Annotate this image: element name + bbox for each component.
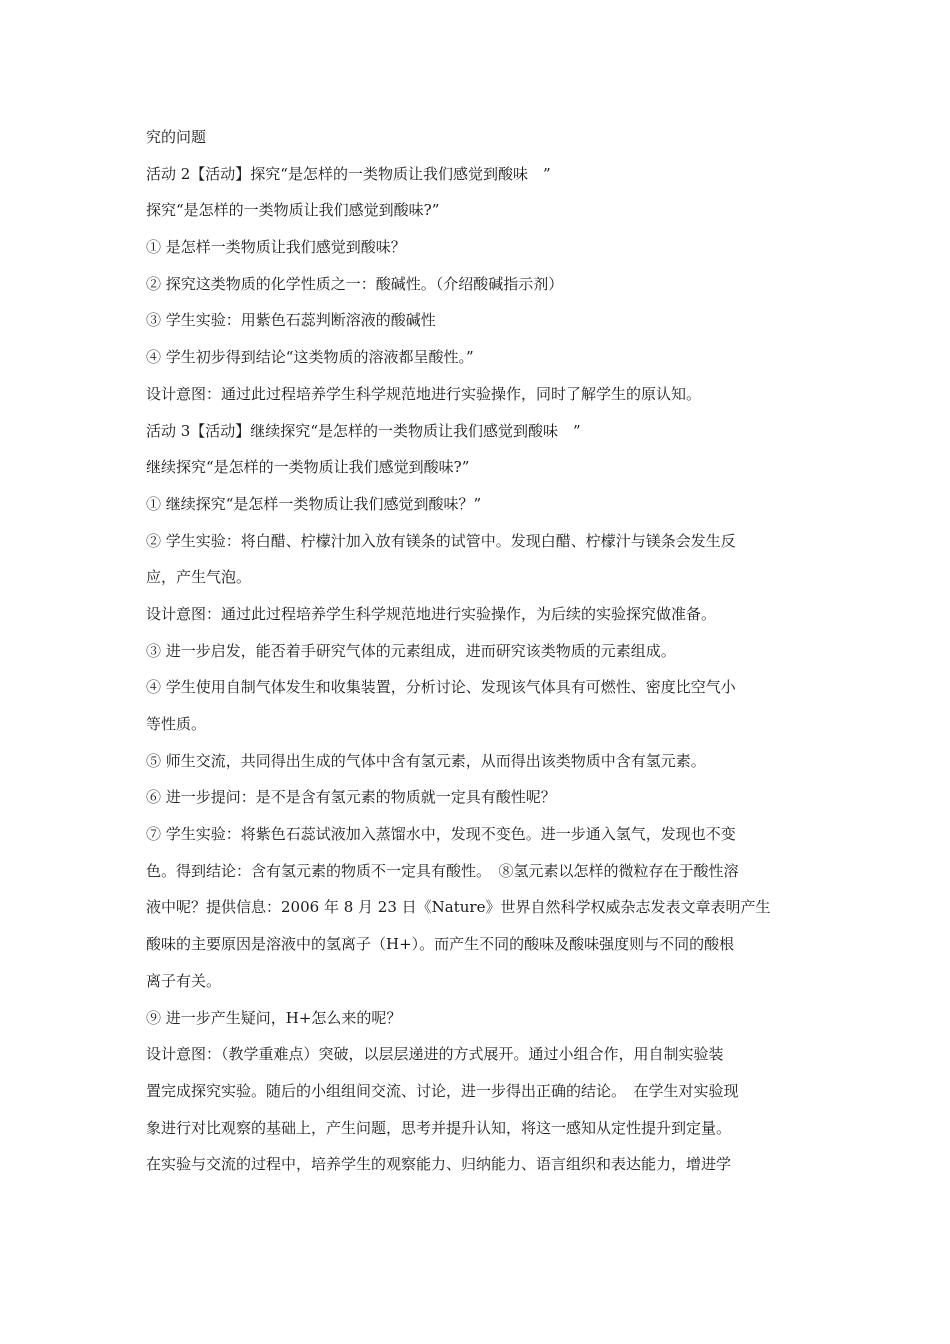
text-line-9: 活动 3【活动】继续探究“是怎样的一类物质让我们感觉到酸味 ” <box>146 421 581 440</box>
text-line-20: ⑦ 学生实验：将紫色石蕊试液加入蒸馏水中，发现不变色。进一步通入氢气，发现也不变 <box>146 825 736 844</box>
document-body <box>146 124 814 1188</box>
text-line-16: ④ 学生使用自制气体发生和收集装置，分析讨论、发现该气体具有可燃性、密度比空气小 <box>146 678 736 697</box>
text-line-2: 活动 2【活动】探究“是怎样的一类物质让我们感觉到酸味 ” <box>146 164 551 183</box>
text-line-14: 设计意图：通过此过程培养学生科学规范地进行实验操作，为后续的实验探究做准备。 <box>146 604 717 623</box>
text-line-26: 设计意图：（教学重难点）突破，以层层递进的方式展开。通过小组合作，用自制实验装 <box>146 1045 724 1064</box>
text-line-24: 离子有关。 <box>146 971 222 990</box>
text-line-22: 液中呢？提供信息：2006 年 8 月 23 日《Nature》世界自然科学权威杂志发表文章表明产生 <box>146 898 771 917</box>
text-line-13: 应，产生气泡。 <box>146 568 252 587</box>
text-line-25: ⑨ 进一步产生疑问，H+怎么来的呢？ <box>146 1008 402 1027</box>
text-line-6: ③ 学生实验：用紫色石蕊判断溶液的酸碱性 <box>146 311 436 330</box>
text-line-11: ① 继续探究“是怎样一类物质让我们感觉到酸味？” <box>146 494 482 513</box>
text-line-1: 究的问题 <box>146 128 207 146</box>
text-line-17: 等性质。 <box>146 715 207 733</box>
text-line-27: 置完成探究实验。随后的小组组间交流、讨论，进一步得出正确的结论。 在学生对实验现 <box>146 1081 739 1100</box>
text-line-28: 象进行对比观察的基础上，产生问题，思考并提升认知，将这一感知从定性提升到定量。 <box>146 1118 732 1137</box>
text-line-4: ① 是怎样一类物质让我们感觉到酸味？ <box>146 238 406 257</box>
text-line-8: 设计意图：通过此过程培养学生科学规范地进行实验操作，同时了解学生的原认知。 <box>146 384 702 403</box>
text-line-5: ② 探究这类物质的化学性质之一：酸碱性。（介绍酸碱指示剂） <box>146 274 564 293</box>
text-line-21: 色。得到结论：含有氢元素的物质不一定具有酸性。 ⑧氢元素以怎样的微粒存在于酸性溶 <box>146 861 739 880</box>
text-line-18: ⑤ 师生交流，共同得出生成的气体中含有氢元素，从而得出该类物质中含有氢元素。 <box>146 751 706 770</box>
text-line-12: ② 学生实验：将白醋、柠檬汁加入放有镁条的试管中。发现白醋、柠檬汁与镁条会发生反 <box>146 531 736 550</box>
text-line-10: 继续探究“是怎样的一类物质让我们感觉到酸味?” <box>146 458 470 477</box>
text-line-19: ⑥ 进一步提问：是不是含有氢元素的物质就一定具有酸性呢？ <box>146 788 556 807</box>
text-line-7: ④ 学生初步得到结论“这类物质的溶液都呈酸性。” <box>146 348 474 367</box>
text-line-23: 酸味的主要原因是溶液中的氢离子（H+）。而产生不同的酸味及酸味强度则与不同的酸根 <box>146 935 735 954</box>
text-line-29: 在实验与交流的过程中，培养学生的观察能力、归纳能力、语言组织和表达能力，增进学 <box>146 1155 732 1174</box>
text-line-3: 探究“是怎样的一类物质让我们感觉到酸味?” <box>146 201 440 220</box>
text-line-15: ③ 进一步启发，能否着手研究气体的元素组成，进而研究该类物质的元素组成。 <box>146 641 676 660</box>
